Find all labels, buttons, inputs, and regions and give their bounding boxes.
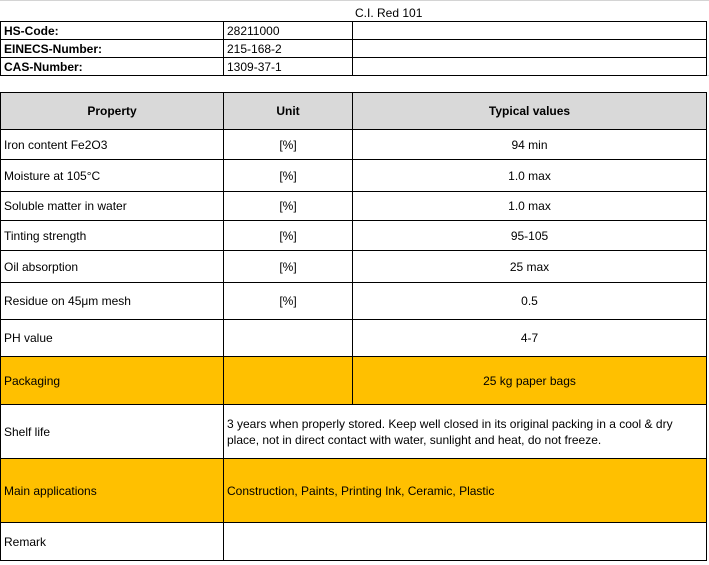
table-row-unit: [%] [223, 129, 353, 160]
remark-value [223, 522, 707, 561]
table-row-value: 25 max [352, 250, 707, 283]
meta-empty-cell [352, 21, 707, 40]
header-unit: Unit [223, 92, 353, 130]
einecs-value: 215-168-2 [223, 39, 353, 58]
gridline [0, 0, 709, 1]
table-row-value: 4-7 [352, 319, 707, 357]
table-row-value: 94 min [352, 129, 707, 160]
hs-code-label: HS-Code: [0, 21, 224, 40]
applications-value: Construction, Paints, Printing Ink, Ceramic, Plastic [223, 458, 707, 523]
product-title: C.I. Red 101 [355, 5, 423, 20]
meta-empty-cell [352, 57, 707, 76]
header-typical-values: Typical values [352, 92, 707, 130]
table-row-property: Iron content Fe2O3 [0, 129, 224, 160]
packaging-value: 25 kg paper bags [352, 356, 707, 405]
table-row-unit: [%] [223, 191, 353, 221]
table-row-unit: [%] [223, 159, 353, 192]
packaging-unit-cell [223, 356, 353, 405]
einecs-label: EINECS-Number: [0, 39, 224, 58]
table-row-value: 1.0 max [352, 159, 707, 192]
shelf-life-label: Shelf life [0, 404, 224, 459]
table-row-property: Tinting strength [0, 220, 224, 251]
cas-label: CAS-Number: [0, 57, 224, 76]
header-property: Property [0, 92, 224, 130]
cas-value: 1309-37-1 [223, 57, 353, 76]
meta-empty-cell [352, 39, 707, 58]
shelf-life-value: 3 years when properly stored. Keep well closed in its original packing in a cool & dry place, not in direct contact with water, sunlight and heat, do not freeze. [223, 404, 707, 459]
table-row-property: Oil absorption [0, 250, 224, 283]
table-row-property: Moisture at 105°C [0, 159, 224, 192]
table-row-unit: [%] [223, 282, 353, 320]
table-row-property: Soluble matter in water [0, 191, 224, 221]
table-row-property: PH value [0, 319, 224, 357]
table-row-unit: [%] [223, 220, 353, 251]
table-row-value: 1.0 max [352, 191, 707, 221]
applications-label: Main applications [0, 458, 224, 523]
table-row-property: Residue on 45μm mesh [0, 282, 224, 320]
table-row-unit [223, 319, 353, 357]
table-row-value: 95-105 [352, 220, 707, 251]
table-row-unit: [%] [223, 250, 353, 283]
packaging-label: Packaging [0, 356, 224, 405]
hs-code-value: 28211000 [223, 21, 353, 40]
remark-label: Remark [0, 522, 224, 561]
table-row-value: 0.5 [352, 282, 707, 320]
